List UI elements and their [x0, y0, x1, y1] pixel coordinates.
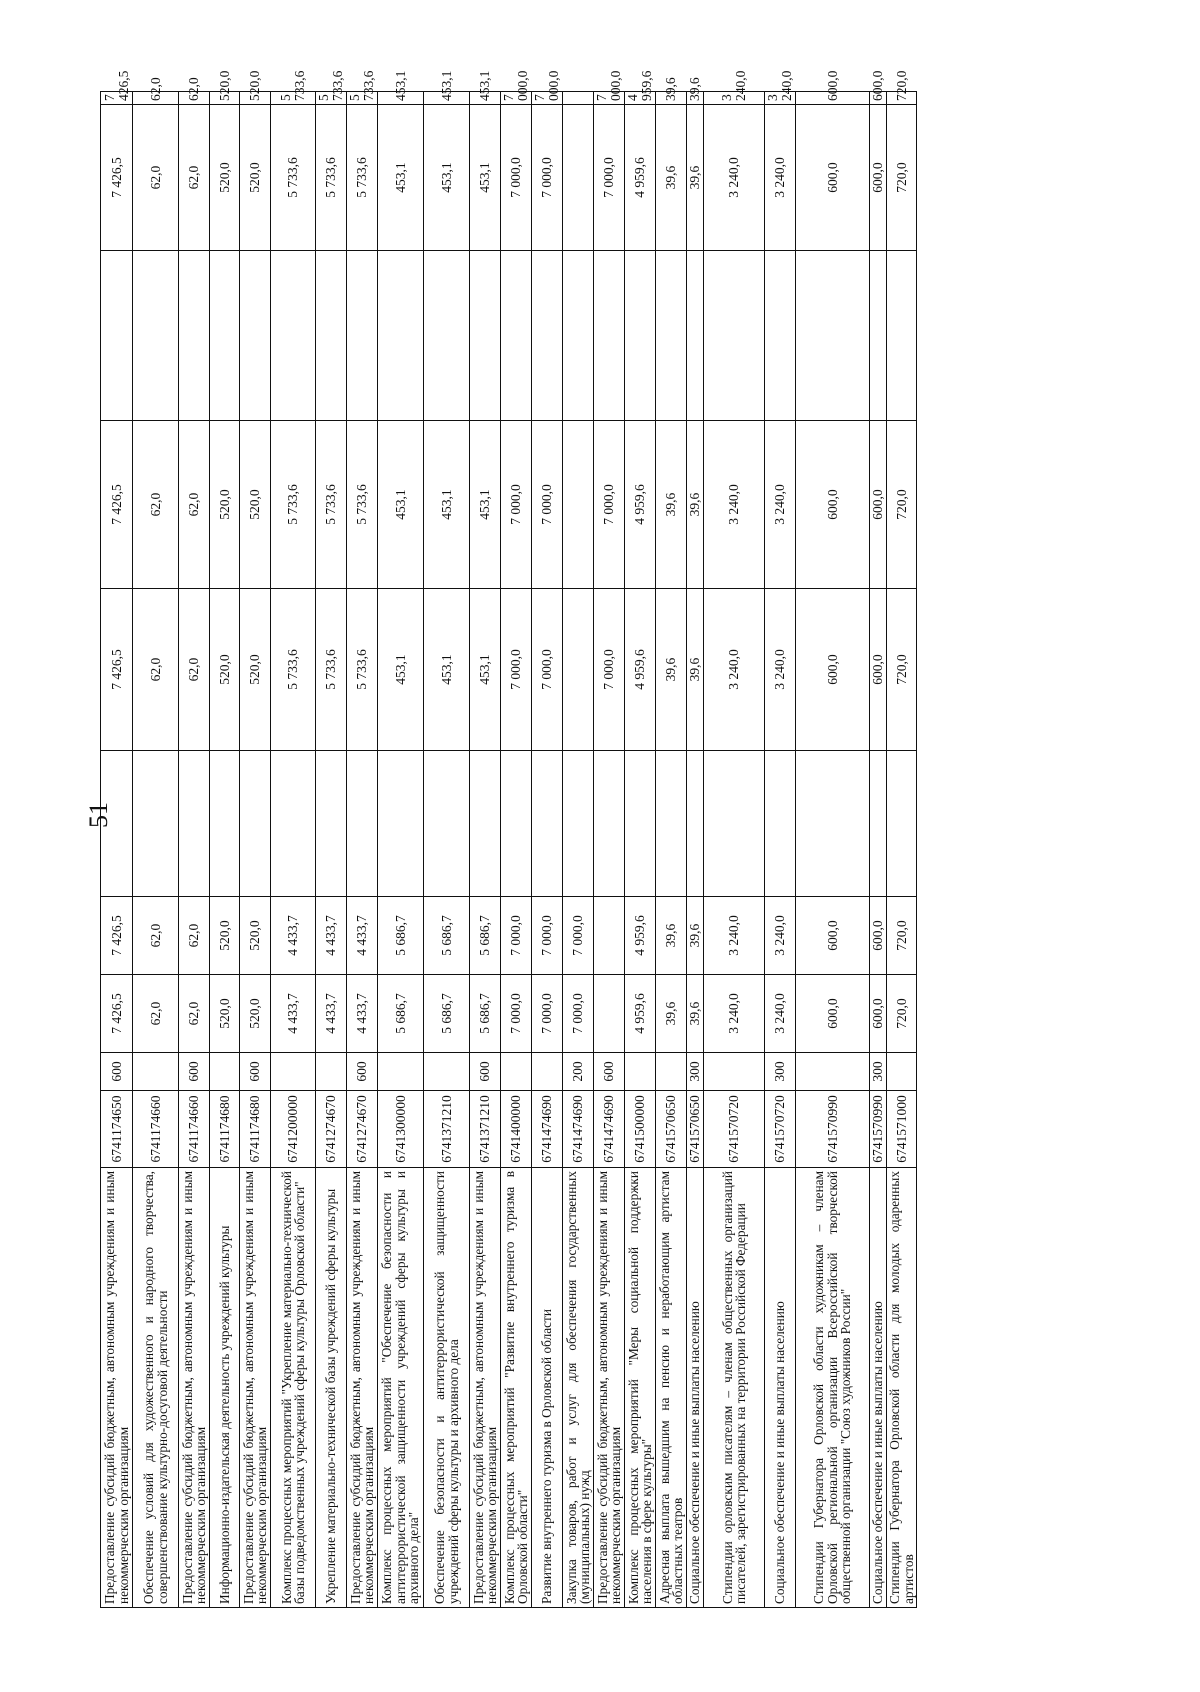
- amount-cell: 453,1: [470, 421, 501, 589]
- amount-cell: 5 733,6: [316, 105, 347, 251]
- amount-cell: 62,0: [179, 421, 210, 589]
- amount-cell: 520,0: [240, 589, 271, 751]
- expense-group-cell: [532, 1053, 563, 1091]
- amount-cell: [240, 751, 271, 897]
- amount-cell: 5 733,6: [347, 105, 378, 251]
- table-row: [347, 92, 378, 1608]
- amount-cell: [179, 251, 210, 421]
- amount-cell: [101, 751, 133, 897]
- amount-cell: 7 000,0: [501, 421, 532, 589]
- amount-cell: 7 000,0: [532, 589, 563, 751]
- amount-cell: 5 733,6: [316, 92, 347, 105]
- table-row: [765, 92, 796, 1608]
- amount-cell: 5 733,6: [347, 421, 378, 589]
- amount-cell: 520,0: [240, 897, 271, 975]
- amount-cell: 720,0: [887, 105, 917, 251]
- target-article-cell: 6741570720: [765, 1091, 796, 1168]
- amount-cell: 3 240,0: [765, 589, 796, 751]
- amount-cell: 5 686,7: [470, 897, 501, 975]
- amount-cell: 453,1: [378, 589, 424, 751]
- amount-cell: [594, 975, 625, 1053]
- amount-cell: 7 426,5: [101, 105, 133, 251]
- amount-cell: 7 000,0: [532, 421, 563, 589]
- table-row: [470, 92, 501, 1608]
- amount-cell: [378, 751, 424, 897]
- amount-cell: 7 000,0: [532, 92, 563, 105]
- row-name-cell: Предоставление субсидий бюджетным, автономным учреждениям и иным некоммерческим организациям: [240, 1168, 271, 1608]
- amount-cell: 7 000,0: [594, 105, 625, 251]
- amount-cell: [563, 92, 594, 105]
- amount-cell: 3 240,0: [704, 421, 765, 589]
- amount-cell: 600,0: [796, 897, 870, 975]
- table-body: [101, 70, 917, 1608]
- expense-group-cell: 600: [240, 1053, 271, 1091]
- amount-cell: 600,0: [796, 975, 870, 1053]
- amount-cell: 600,0: [870, 105, 887, 251]
- amount-cell: 4 959,6: [625, 589, 656, 751]
- amount-cell: [501, 751, 532, 897]
- amount-cell: [101, 251, 133, 421]
- amount-cell: 7 000,0: [501, 589, 532, 751]
- amount-cell: 520,0: [210, 105, 240, 251]
- table-row: [625, 92, 656, 1608]
- amount-cell: [687, 251, 704, 421]
- target-article-cell: 6741500000: [625, 1091, 656, 1168]
- amount-cell: 39,6: [656, 105, 687, 251]
- amount-cell: [271, 251, 316, 421]
- table-row: [240, 92, 271, 1608]
- amount-cell: 4 433,7: [316, 975, 347, 1053]
- amount-cell: [563, 421, 594, 589]
- target-article-cell: 6741570650: [687, 1091, 704, 1168]
- amount-cell: 5 686,7: [378, 897, 424, 975]
- amount-cell: 720,0: [887, 421, 917, 589]
- target-article-cell: 6741274670: [316, 1091, 347, 1168]
- amount-cell: [424, 751, 470, 897]
- amount-cell: [594, 751, 625, 897]
- amount-cell: 39,6: [656, 975, 687, 1053]
- target-article-cell: 6741174650: [101, 1091, 133, 1168]
- row-name-cell: Предоставление субсидий бюджетным, автономным учреждениям и иным некоммерческим организациям: [179, 1168, 210, 1608]
- expense-group-cell: [210, 1053, 240, 1091]
- table-row: [887, 92, 917, 1608]
- amount-cell: 520,0: [240, 421, 271, 589]
- amount-cell: [133, 251, 179, 421]
- amount-cell: [887, 251, 917, 421]
- amount-cell: [656, 751, 687, 897]
- table-row: [704, 92, 765, 1608]
- amount-cell: 520,0: [240, 92, 271, 105]
- amount-cell: 4 959,6: [625, 92, 656, 105]
- amount-cell: [271, 751, 316, 897]
- expense-group-cell: [316, 1053, 347, 1091]
- amount-cell: [870, 251, 887, 421]
- amount-cell: 5 686,7: [424, 975, 470, 1053]
- amount-cell: 62,0: [133, 975, 179, 1053]
- amount-cell: 39,6: [687, 421, 704, 589]
- amount-cell: 600,0: [796, 589, 870, 751]
- amount-cell: 7 000,0: [501, 92, 532, 105]
- row-name-cell: Развитие внутреннего туризма в Орловской области: [532, 1168, 563, 1608]
- amount-cell: [765, 251, 796, 421]
- table-row: [687, 92, 704, 1608]
- target-article-cell: 6741570720: [704, 1091, 765, 1168]
- amount-cell: 453,1: [378, 92, 424, 105]
- expense-group-cell: 600: [347, 1053, 378, 1091]
- amount-cell: 39,6: [687, 92, 704, 105]
- amount-cell: 4 433,7: [271, 975, 316, 1053]
- amount-cell: [563, 589, 594, 751]
- row-name-cell: Закупка товаров, работ и услуг для обеспечения государственных (муниципальных) нужд: [563, 1168, 594, 1608]
- amount-cell: [563, 751, 594, 897]
- amount-cell: [687, 751, 704, 897]
- expense-group-cell: [656, 1053, 687, 1091]
- amount-cell: 62,0: [133, 421, 179, 589]
- amount-cell: 62,0: [179, 92, 210, 105]
- amount-cell: 720,0: [887, 589, 917, 751]
- expense-group-cell: [133, 1053, 179, 1091]
- target-article-cell: 6741300000: [378, 1091, 424, 1168]
- row-name-cell: Предоставление субсидий бюджетным, автономным учреждениям и иным некоммерческим организациям: [347, 1168, 378, 1608]
- amount-cell: 3 240,0: [704, 92, 765, 105]
- amount-cell: [796, 251, 870, 421]
- amount-cell: 62,0: [179, 897, 210, 975]
- amount-cell: [378, 251, 424, 421]
- row-name-cell: Обеспечение условий для художественного и народного творчества, совершенствование культурно-досуговой деятельности: [133, 1168, 179, 1608]
- amount-cell: 7 000,0: [594, 589, 625, 751]
- amount-cell: 7 426,5: [101, 975, 133, 1053]
- amount-cell: 62,0: [133, 92, 179, 105]
- row-name-cell: Комплекс процессных мероприятий "Меры социальной поддержки населения в сфере культуры": [625, 1168, 656, 1608]
- amount-cell: [594, 251, 625, 421]
- row-name-cell: Комплекс процессных мероприятий "Развитие внутреннего туризма в Орловской области": [501, 1168, 532, 1608]
- expense-group-cell: 300: [765, 1053, 796, 1091]
- expense-group-cell: 600: [101, 1053, 133, 1091]
- amount-cell: 7 000,0: [501, 897, 532, 975]
- amount-cell: 453,1: [424, 421, 470, 589]
- amount-cell: 4 433,7: [271, 897, 316, 975]
- table-row: [656, 92, 687, 1608]
- table-row: [563, 92, 594, 1608]
- amount-cell: 7 000,0: [594, 92, 625, 105]
- amount-cell: 600,0: [870, 589, 887, 751]
- amount-cell: 600,0: [796, 421, 870, 589]
- amount-cell: 3 240,0: [765, 975, 796, 1053]
- table-row: [378, 92, 424, 1608]
- row-name-cell: Социальное обеспечение и иные выплаты населению: [765, 1168, 796, 1608]
- amount-cell: [316, 751, 347, 897]
- amount-cell: [424, 251, 470, 421]
- amount-cell: 3 240,0: [765, 421, 796, 589]
- amount-cell: [765, 751, 796, 897]
- amount-cell: 5 733,6: [316, 589, 347, 751]
- expense-group-cell: [501, 1053, 532, 1091]
- amount-cell: 453,1: [470, 92, 501, 105]
- amount-cell: 39,6: [656, 421, 687, 589]
- row-name-cell: Укрепление материально-технической базы учреждений сферы культуры: [316, 1168, 347, 1608]
- amount-cell: 720,0: [887, 92, 917, 105]
- expense-group-cell: [424, 1053, 470, 1091]
- target-article-cell: 6741474690: [563, 1091, 594, 1168]
- amount-cell: 5 733,6: [271, 105, 316, 251]
- target-article-cell: 6741570990: [796, 1091, 870, 1168]
- amount-cell: [563, 251, 594, 421]
- amount-cell: 7 000,0: [532, 897, 563, 975]
- amount-cell: 7 000,0: [594, 421, 625, 589]
- expense-group-cell: 600: [179, 1053, 210, 1091]
- table-row: [594, 92, 625, 1608]
- amount-cell: 600,0: [870, 92, 887, 105]
- amount-cell: 39,6: [687, 589, 704, 751]
- expense-group-cell: 600: [594, 1053, 625, 1091]
- table-row: [870, 92, 887, 1608]
- amount-cell: 5 686,7: [470, 975, 501, 1053]
- row-name-cell: Социальное обеспечение и иные выплаты населению: [870, 1168, 887, 1608]
- table-row: [133, 92, 179, 1608]
- amount-cell: [656, 251, 687, 421]
- amount-cell: 5 686,7: [378, 975, 424, 1053]
- amount-cell: 7 000,0: [563, 897, 594, 975]
- amount-cell: 4 959,6: [625, 897, 656, 975]
- expense-group-cell: [887, 1053, 917, 1091]
- expense-group-cell: 600: [470, 1053, 501, 1091]
- table-row: [424, 92, 470, 1608]
- amount-cell: 520,0: [210, 589, 240, 751]
- amount-cell: 7 000,0: [532, 105, 563, 251]
- table-row: [271, 92, 316, 1608]
- amount-cell: 39,6: [656, 92, 687, 105]
- amount-cell: 62,0: [179, 975, 210, 1053]
- target-article-cell: 6741174680: [210, 1091, 240, 1168]
- amount-cell: 5 686,7: [424, 897, 470, 975]
- amount-cell: 5 733,6: [347, 92, 378, 105]
- amount-cell: 39,6: [687, 105, 704, 251]
- expense-group-cell: [378, 1053, 424, 1091]
- amount-cell: 7 426,5: [101, 589, 133, 751]
- target-article-cell: 6741371210: [424, 1091, 470, 1168]
- table-row: [532, 92, 563, 1608]
- amount-cell: 4 959,6: [625, 421, 656, 589]
- amount-cell: 5 733,6: [271, 589, 316, 751]
- row-name-cell: Стипендии Губернатора Орловской области художникам – членам Орловской региональной организации Всероссийской творческой общественной организации "Союз художников России": [796, 1168, 870, 1608]
- amount-cell: 453,1: [424, 589, 470, 751]
- target-article-cell: 6741571000: [887, 1091, 917, 1168]
- amount-cell: 720,0: [887, 897, 917, 975]
- amount-cell: 600,0: [796, 92, 870, 105]
- amount-cell: 39,6: [656, 897, 687, 975]
- amount-cell: 39,6: [656, 589, 687, 751]
- amount-cell: 720,0: [887, 975, 917, 1053]
- table-row: [210, 92, 240, 1608]
- amount-cell: 600,0: [796, 105, 870, 251]
- row-name-cell: Предоставление субсидий бюджетным, автономным учреждениям и иным некоммерческим организациям: [101, 1168, 133, 1608]
- amount-cell: 7 000,0: [532, 975, 563, 1053]
- target-article-cell: 6741200000: [271, 1091, 316, 1168]
- amount-cell: 39,6: [687, 897, 704, 975]
- target-article-cell: 6741174680: [240, 1091, 271, 1168]
- amount-cell: 4 433,7: [347, 897, 378, 975]
- amount-cell: 520,0: [210, 92, 240, 105]
- budget-table: [100, 70, 917, 1608]
- row-name-cell: Социальное обеспечение и иные выплаты населению: [687, 1168, 704, 1608]
- expense-group-cell: 300: [870, 1053, 887, 1091]
- expense-group-cell: [625, 1053, 656, 1091]
- amount-cell: 7 426,5: [101, 421, 133, 589]
- amount-cell: 453,1: [470, 105, 501, 251]
- amount-cell: 600,0: [870, 897, 887, 975]
- amount-cell: 3 240,0: [765, 897, 796, 975]
- amount-cell: 520,0: [240, 975, 271, 1053]
- amount-cell: 62,0: [133, 589, 179, 751]
- target-article-cell: 6741400000: [501, 1091, 532, 1168]
- amount-cell: 520,0: [210, 897, 240, 975]
- amount-cell: [470, 251, 501, 421]
- amount-cell: 453,1: [424, 105, 470, 251]
- amount-cell: [179, 751, 210, 897]
- amount-cell: [704, 751, 765, 897]
- target-article-cell: 6741570650: [656, 1091, 687, 1168]
- amount-cell: [347, 251, 378, 421]
- amount-cell: 600,0: [870, 975, 887, 1053]
- amount-cell: [887, 751, 917, 897]
- amount-cell: [470, 751, 501, 897]
- amount-cell: 7 426,5: [101, 92, 133, 105]
- amount-cell: 5 733,6: [316, 421, 347, 589]
- amount-cell: [210, 251, 240, 421]
- amount-cell: 600,0: [870, 421, 887, 589]
- target-article-cell: 6741274670: [347, 1091, 378, 1168]
- amount-cell: 7 000,0: [501, 105, 532, 251]
- table-row: [501, 92, 532, 1608]
- amount-cell: 453,1: [424, 92, 470, 105]
- row-name-cell: Предоставление субсидий бюджетным, автономным учреждениям и иным некоммерческим организациям: [594, 1168, 625, 1608]
- amount-cell: 62,0: [133, 897, 179, 975]
- amount-cell: 3 240,0: [704, 105, 765, 251]
- amount-cell: 3 240,0: [765, 92, 796, 105]
- amount-cell: 7 426,5: [101, 897, 133, 975]
- target-article-cell: 6741174660: [179, 1091, 210, 1168]
- amount-cell: [532, 251, 563, 421]
- amount-cell: 4 959,6: [625, 975, 656, 1053]
- expense-group-cell: [796, 1053, 870, 1091]
- amount-cell: [501, 251, 532, 421]
- row-name-cell: Стипендии орловским писателям – членам общественных организаций писателей, зарегистрированных на территории Российской Федерации: [704, 1168, 765, 1608]
- amount-cell: [563, 105, 594, 251]
- amount-cell: 4 433,7: [347, 975, 378, 1053]
- table-row: [796, 92, 870, 1608]
- amount-cell: 520,0: [210, 421, 240, 589]
- row-name-cell: Стипендии Губернатора Орловской области для молодых одаренных артистов: [887, 1168, 917, 1608]
- row-name-cell: Информационно-издательская деятельность учреждений культуры: [210, 1168, 240, 1608]
- row-name-cell: Комплекс процессных мероприятий "Обеспечение безопасности и антитеррористической защищенности учреждений сферы культуры и архивного дела": [378, 1168, 424, 1608]
- amount-cell: 4 433,7: [316, 897, 347, 975]
- amount-cell: 7 000,0: [501, 975, 532, 1053]
- amount-cell: 5 733,6: [347, 589, 378, 751]
- amount-cell: [532, 751, 563, 897]
- amount-cell: 62,0: [179, 589, 210, 751]
- expense-group-cell: 200: [563, 1053, 594, 1091]
- amount-cell: [594, 897, 625, 975]
- amount-cell: 5 733,6: [271, 92, 316, 105]
- amount-cell: 4 959,6: [625, 105, 656, 251]
- expense-group-cell: [704, 1053, 765, 1091]
- target-article-cell: 6741474690: [594, 1091, 625, 1168]
- row-name-cell: Комплекс процессных мероприятий "Укрепление материально-технической базы подведомственных учреждений сферы культуры Орловской области": [271, 1168, 316, 1608]
- amount-cell: 3 240,0: [704, 975, 765, 1053]
- amount-cell: [625, 751, 656, 897]
- amount-cell: [210, 751, 240, 897]
- table-row: [179, 92, 210, 1608]
- amount-cell: [133, 751, 179, 897]
- target-article-cell: 6741474690: [532, 1091, 563, 1168]
- page-number: 51: [84, 802, 113, 828]
- table-row: [316, 92, 347, 1608]
- amount-cell: 39,6: [687, 975, 704, 1053]
- amount-cell: [870, 751, 887, 897]
- amount-cell: 520,0: [240, 105, 271, 251]
- amount-cell: [240, 251, 271, 421]
- table-row: [101, 92, 133, 1608]
- amount-cell: [316, 251, 347, 421]
- rotated-table-container: [100, 70, 1010, 1608]
- amount-cell: 453,1: [378, 105, 424, 251]
- amount-cell: 5 733,6: [271, 421, 316, 589]
- amount-cell: [796, 751, 870, 897]
- amount-cell: [704, 251, 765, 421]
- row-name-cell: Адресная выплата вышедшим на пенсию и неработающим артистам областных театров: [656, 1168, 687, 1608]
- target-article-cell: 6741371210: [470, 1091, 501, 1168]
- amount-cell: 453,1: [378, 421, 424, 589]
- expense-group-cell: 300: [687, 1053, 704, 1091]
- amount-cell: 3 240,0: [704, 897, 765, 975]
- expense-group-cell: [271, 1053, 316, 1091]
- row-name-cell: Предоставление субсидий бюджетным, автономным учреждениям и иным некоммерческим организациям: [470, 1168, 501, 1608]
- amount-cell: 62,0: [133, 105, 179, 251]
- amount-cell: 3 240,0: [765, 105, 796, 251]
- amount-cell: 7 000,0: [563, 975, 594, 1053]
- amount-cell: 453,1: [470, 589, 501, 751]
- target-article-cell: 6741174660: [133, 1091, 179, 1168]
- target-article-cell: 6741570990: [870, 1091, 887, 1168]
- amount-cell: 520,0: [210, 975, 240, 1053]
- amount-cell: [347, 751, 378, 897]
- amount-cell: 3 240,0: [704, 589, 765, 751]
- row-name-cell: Обеспечение безопасности и антитеррористической защищенности учреждений сферы культуры и архивного дела: [424, 1168, 470, 1608]
- amount-cell: [625, 251, 656, 421]
- amount-cell: 62,0: [179, 105, 210, 251]
